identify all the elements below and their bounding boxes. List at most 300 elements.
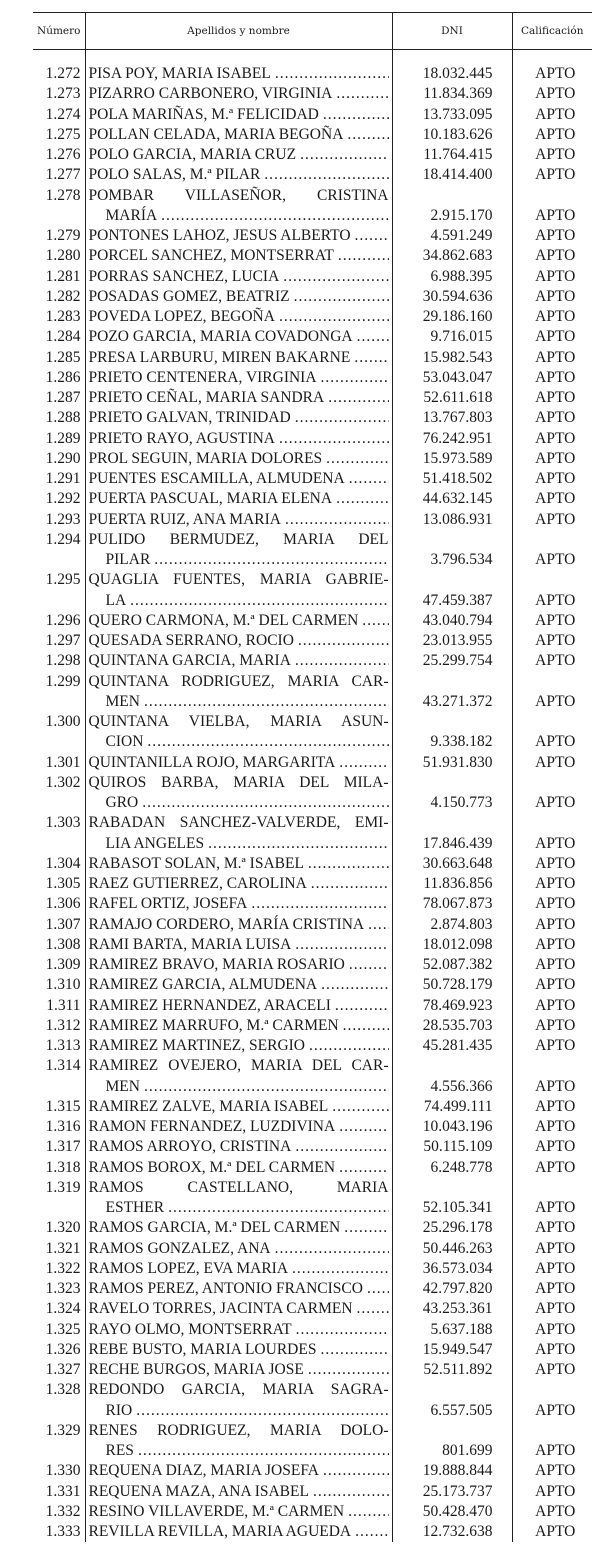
name-text: PRESA LARBURU, MIREN BAKARNE <box>88 348 351 366</box>
name-text: GRO <box>105 794 139 811</box>
table-row-continuation <box>33 793 592 813</box>
cell-numero: 1.279 <box>33 226 85 246</box>
name-line <box>89 267 389 287</box>
cell-nombre <box>85 1502 392 1522</box>
name-text: RAFEL ORTIZ, JOSEFA <box>88 895 248 913</box>
dot-leader <box>339 753 388 773</box>
name-text: RAMOS PEREZ, ANTONIO FRANCISCO <box>88 1280 363 1297</box>
name-text: POZO GARCIA, MARIA COVADONGA <box>88 328 353 346</box>
dot-leader <box>130 591 388 611</box>
cell-numero: 1.275 <box>33 125 85 145</box>
cell-dni: 76.242.951 <box>392 429 512 449</box>
cell-nombre <box>85 753 392 773</box>
cell-nombre <box>85 672 392 692</box>
cell-calificacion: APTO <box>535 915 576 933</box>
cell-nombre <box>85 894 392 914</box>
cell-calificacion: APTO <box>535 429 576 447</box>
name-text: PORRAS SANCHEZ, LUCIA <box>88 267 280 285</box>
cell-numero <box>33 1401 85 1421</box>
cell-calificacion: APTO <box>535 1037 576 1054</box>
cell-calificacion: APTO <box>535 1300 576 1318</box>
dot-leader <box>251 894 388 914</box>
cell-calificacion: APTO <box>535 1158 576 1176</box>
cell-numero: 1.274 <box>33 105 85 125</box>
dot-leader <box>208 834 388 854</box>
name-text: REDONDO GARCIA, MARIA SAGRA- <box>88 1381 389 1399</box>
table-row <box>33 1239 592 1259</box>
name-line <box>89 550 389 570</box>
name-line <box>89 692 389 712</box>
name-text: LIA ANGELES <box>105 834 205 852</box>
dot-leader <box>336 84 388 104</box>
name-text: REQUENA DIAZ, MARIA JOSEFA <box>88 1462 320 1480</box>
cell-calificacion: APTO <box>535 1320 576 1338</box>
cell-numero <box>33 793 85 813</box>
cell-numero: 1.316 <box>33 1117 85 1137</box>
cell-nombre <box>85 246 392 266</box>
name-line <box>89 915 389 935</box>
cell-numero: 1.295 <box>33 570 85 590</box>
name-text: POLLAN CELADA, MARIA BEGOÑA <box>88 125 344 143</box>
dot-leader <box>320 1340 388 1360</box>
cell-calificacion <box>512 1380 592 1400</box>
cell-calificacion: APTO <box>535 1482 576 1500</box>
name-line <box>89 1502 389 1522</box>
name-text: PULIDO BERMUDEZ, MARIA DEL <box>88 530 389 548</box>
cell-calificacion <box>512 530 592 550</box>
table-row <box>33 935 592 955</box>
cell-dni: 36.573.034 <box>392 1259 512 1279</box>
cell-dni: 78.469.923 <box>392 996 512 1016</box>
name-text: POSADAS GOMEZ, BEATRIZ <box>88 287 290 305</box>
cell-calificacion: APTO <box>535 348 576 366</box>
cell-calificacion: APTO <box>535 328 576 346</box>
cell-calificacion: APTO <box>535 1523 576 1540</box>
table-row <box>33 651 592 671</box>
dot-leader <box>321 368 389 388</box>
cell-nombre <box>85 1137 392 1157</box>
table-row <box>33 267 592 287</box>
cell-dni <box>392 1421 512 1441</box>
dot-leader <box>147 732 388 752</box>
name-text: QUAGLIA FUENTES, MARIA GABRIE- <box>88 571 389 589</box>
cell-calificacion: APTO <box>535 854 576 872</box>
dot-leader <box>323 1461 388 1481</box>
table-row <box>33 64 592 84</box>
cell-dni: 15.973.589 <box>392 449 512 469</box>
name-line <box>89 388 389 408</box>
cell-numero: 1.328 <box>33 1380 85 1400</box>
cell-nombre <box>85 105 392 125</box>
dot-leader <box>332 1097 388 1117</box>
table-row <box>33 429 592 449</box>
cell-dni <box>392 1178 512 1198</box>
name-line <box>89 1239 389 1259</box>
table-row <box>33 105 592 125</box>
cell-numero: 1.288 <box>33 408 85 428</box>
cell-numero <box>33 206 85 226</box>
cell-dni: 50.428.470 <box>392 1502 512 1522</box>
cell-dni <box>392 813 512 833</box>
cell-numero: 1.332 <box>33 1502 85 1522</box>
table-row-continuation <box>33 206 592 226</box>
table-row <box>33 246 592 266</box>
name-line <box>89 510 389 530</box>
cell-nombre <box>85 206 392 226</box>
cell-numero: 1.280 <box>33 246 85 266</box>
cell-calificacion: APTO <box>535 652 576 670</box>
dot-leader <box>300 145 388 165</box>
name-text: RESINO VILLAVERDE, M.ª CARMEN <box>88 1502 345 1520</box>
cell-dni: 52.105.341 <box>392 1198 512 1218</box>
cell-nombre <box>85 186 392 206</box>
cell-calificacion: APTO <box>535 206 576 224</box>
name-text: RABADAN SANCHEZ-VALVERDE, EMI- <box>88 814 389 832</box>
cell-dni: 801.699 <box>392 1441 512 1461</box>
dot-leader <box>144 1077 389 1097</box>
cell-nombre <box>85 1198 392 1218</box>
cell-dni: 43.040.794 <box>392 611 512 631</box>
name-line <box>89 449 389 469</box>
cell-dni: 5.637.188 <box>392 1320 512 1340</box>
cell-calificacion: APTO <box>535 247 576 265</box>
cell-dni: 9.716.015 <box>392 327 512 347</box>
table-row <box>33 1218 592 1238</box>
name-text: QUINTANA VIELBA, MARIA ASUN- <box>88 713 389 730</box>
name-text: QUESADA SERRANO, ROCIO <box>88 632 294 649</box>
cell-calificacion: APTO <box>535 1016 576 1034</box>
name-text: RAMIREZ ZALVE, MARIA ISABEL <box>88 1097 329 1115</box>
cell-dni: 11.764.415 <box>392 145 512 165</box>
cell-numero: 1.325 <box>33 1320 85 1340</box>
cell-calificacion: APTO <box>535 65 576 82</box>
table-row <box>33 1259 592 1279</box>
cell-nombre <box>85 449 392 469</box>
cell-calificacion <box>512 1421 592 1441</box>
cell-dni: 13.086.931 <box>392 510 512 530</box>
name-text: PROL SEGUIN, MARIA DOLORES <box>88 449 323 467</box>
cell-numero: 1.322 <box>33 1259 85 1279</box>
name-text: QUINTANA RODRIGUEZ, MARIA CAR- <box>88 672 389 690</box>
dot-leader <box>313 1482 389 1502</box>
name-text: REQUENA MAZA, ANA ISABEL <box>88 1482 309 1500</box>
cell-calificacion: APTO <box>535 692 576 710</box>
name-text: RAMOS CASTELLANO, MARIA <box>88 1178 389 1196</box>
results-sheet <box>33 12 592 1542</box>
dot-leader <box>168 1198 388 1218</box>
cell-numero: 1.281 <box>33 267 85 287</box>
cell-nombre <box>85 915 392 935</box>
cell-nombre <box>85 1360 392 1380</box>
cell-nombre <box>85 570 392 590</box>
name-line <box>89 125 389 145</box>
name-line <box>89 1320 389 1340</box>
name-line <box>89 793 389 813</box>
cell-nombre <box>85 348 392 368</box>
dot-leader <box>362 611 388 631</box>
cell-dni: 4.591.249 <box>392 226 512 246</box>
cell-dni: 52.511.892 <box>392 1360 512 1380</box>
cell-calificacion: APTO <box>535 166 576 184</box>
table-row <box>33 1360 592 1380</box>
cell-calificacion: APTO <box>535 470 576 487</box>
table-row <box>33 368 592 388</box>
table-row-continuation <box>33 1198 592 1218</box>
cell-dni <box>392 530 512 550</box>
dot-leader <box>355 1522 388 1542</box>
table-row <box>33 996 592 1016</box>
name-text: POLO GARCIA, MARIA CRUZ <box>88 146 297 163</box>
cell-nombre <box>85 1056 392 1076</box>
name-text: RABASOT SOLAN, M.ª ISABEL <box>88 854 304 872</box>
name-text: PORCEL SANCHEZ, MONTSERRAT <box>88 247 334 265</box>
cell-calificacion: APTO <box>535 368 576 386</box>
cell-dni: 47.459.387 <box>392 591 512 611</box>
cell-nombre <box>85 1259 392 1279</box>
cell-nombre <box>85 84 392 104</box>
cell-dni: 17.846.439 <box>392 834 512 854</box>
cell-calificacion: APTO <box>535 611 576 629</box>
cell-nombre <box>85 1461 392 1481</box>
table-row <box>33 1097 592 1117</box>
table-row <box>33 712 592 732</box>
name-text: QUIROS BARBA, MARIA DEL MILA- <box>88 773 389 791</box>
cell-calificacion: APTO <box>535 1219 576 1237</box>
dot-leader <box>144 692 389 712</box>
cell-nombre <box>85 469 392 489</box>
cell-calificacion: APTO <box>535 1340 576 1358</box>
name-line <box>89 105 389 125</box>
cell-nombre <box>85 64 392 84</box>
table-row <box>33 327 592 347</box>
cell-dni: 30.663.648 <box>392 854 512 874</box>
cell-dni: 19.888.844 <box>392 1461 512 1481</box>
dot-leader <box>367 1279 389 1299</box>
cell-calificacion: APTO <box>535 753 576 771</box>
cell-dni: 34.862.683 <box>392 246 512 266</box>
name-line <box>89 1137 389 1157</box>
dot-leader <box>283 267 388 287</box>
table-row <box>33 1036 592 1056</box>
cell-dni: 50.728.179 <box>392 975 512 995</box>
dot-leader <box>357 327 389 347</box>
cell-numero: 1.323 <box>33 1279 85 1299</box>
cell-nombre <box>85 1077 392 1097</box>
cell-numero: 1.292 <box>33 489 85 509</box>
cell-dni: 30.594.636 <box>392 287 512 307</box>
cell-numero <box>33 732 85 752</box>
cell-nombre <box>85 874 392 894</box>
name-text: RAMIREZ MARRUFO, M.ª CARMEN <box>88 1016 339 1034</box>
cell-calificacion: APTO <box>535 510 576 528</box>
cell-calificacion: APTO <box>535 1199 576 1216</box>
cell-calificacion: APTO <box>535 146 576 163</box>
cell-numero: 1.304 <box>33 854 85 874</box>
cell-nombre <box>85 1218 392 1238</box>
table-row <box>33 874 592 894</box>
dot-leader <box>279 429 389 449</box>
dot-leader <box>349 469 389 489</box>
cell-nombre <box>85 1482 392 1502</box>
cell-dni: 18.032.445 <box>392 64 512 84</box>
name-line <box>89 84 389 104</box>
name-text: REBE BUSTO, MARIA LOURDES <box>88 1340 317 1358</box>
table-row-continuation <box>33 591 592 611</box>
table-header <box>33 13 592 50</box>
cell-calificacion: APTO <box>535 996 576 1014</box>
name-line <box>89 246 389 266</box>
table-row <box>33 186 592 206</box>
name-text: PISA POY, MARIA ISABEL <box>88 65 271 82</box>
cell-numero: 1.273 <box>33 84 85 104</box>
name-text: RAMOS GONZALEZ, ANA <box>88 1239 271 1257</box>
cell-nombre <box>85 125 392 145</box>
cell-dni: 52.087.382 <box>392 955 512 975</box>
name-text: RES <box>105 1442 134 1459</box>
name-line <box>89 1482 389 1502</box>
name-text: PUENTES ESCAMILLA, ALMUDENA <box>88 470 345 487</box>
dot-leader <box>336 489 388 509</box>
table-row <box>33 348 592 368</box>
cell-numero: 1.309 <box>33 955 85 975</box>
dot-leader <box>368 915 388 935</box>
table-row <box>33 813 592 833</box>
table-row-continuation <box>33 1401 592 1421</box>
dot-leader <box>347 125 388 145</box>
spacer-row <box>33 50 592 65</box>
name-line <box>89 469 389 489</box>
name-text: RAMI BARTA, MARIA LUISA <box>88 935 292 953</box>
cell-nombre <box>85 1097 392 1117</box>
cell-nombre <box>85 489 392 509</box>
table-row <box>33 611 592 631</box>
cell-dni <box>392 773 512 793</box>
cell-dni <box>392 570 512 590</box>
cell-dni: 3.796.534 <box>392 550 512 570</box>
cell-calificacion: APTO <box>535 591 576 609</box>
name-text: POLA MARIÑAS, M.ª FELICIDAD <box>88 105 319 123</box>
table-row <box>33 449 592 469</box>
name-line <box>89 327 389 347</box>
table-row <box>33 408 592 428</box>
cell-numero <box>33 1198 85 1218</box>
table-row <box>33 955 592 975</box>
cell-calificacion <box>512 570 592 590</box>
cell-dni: 6.988.395 <box>392 267 512 287</box>
name-text: RAMIREZ HERNANDEZ, ARACELI <box>88 996 331 1014</box>
cell-numero: 1.313 <box>33 1036 85 1056</box>
cell-numero: 1.272 <box>33 64 85 84</box>
cell-dni: 18.012.098 <box>392 935 512 955</box>
table-row <box>33 226 592 246</box>
name-line <box>89 1259 389 1279</box>
cell-nombre <box>85 1158 392 1178</box>
cell-nombre <box>85 1522 392 1542</box>
cell-nombre <box>85 1380 392 1400</box>
table-row <box>33 1016 592 1036</box>
table-row-continuation <box>33 550 592 570</box>
cell-nombre <box>85 813 392 833</box>
name-line <box>89 611 389 631</box>
cell-calificacion: APTO <box>535 1077 576 1095</box>
name-text: PUERTA RUIZ, ANA MARIA <box>88 510 281 528</box>
name-text: RAMOS GARCIA, M.ª DEL CARMEN <box>88 1219 341 1237</box>
dot-leader <box>343 1016 389 1036</box>
cell-dni: 15.982.543 <box>392 348 512 368</box>
cell-numero: 1.333 <box>33 1522 85 1542</box>
name-line <box>89 753 389 773</box>
cell-nombre <box>85 327 392 347</box>
cell-calificacion: APTO <box>535 389 576 406</box>
cell-nombre <box>85 226 392 246</box>
table-row <box>33 854 592 874</box>
name-text: PRIETO CEÑAL, MARIA SANDRA <box>88 389 325 406</box>
name-line <box>89 165 389 185</box>
dot-leader <box>308 1360 389 1380</box>
table-row <box>33 1380 592 1400</box>
name-line <box>89 631 389 651</box>
name-text: MEN <box>105 692 140 710</box>
cell-numero: 1.329 <box>33 1421 85 1441</box>
table-row-continuation <box>33 732 592 752</box>
name-line <box>89 1036 389 1056</box>
dot-leader <box>349 955 389 975</box>
cell-dni: 52.611.618 <box>392 388 512 408</box>
cell-calificacion <box>512 672 592 692</box>
name-line <box>89 429 389 449</box>
table-row <box>33 1178 592 1198</box>
cell-numero: 1.287 <box>33 388 85 408</box>
cell-calificacion: APTO <box>535 125 576 143</box>
table-row <box>33 570 592 590</box>
cell-numero: 1.294 <box>33 530 85 550</box>
table-row <box>33 125 592 145</box>
cell-calificacion: APTO <box>535 1442 576 1459</box>
cell-nombre <box>85 1117 392 1137</box>
cell-nombre <box>85 996 392 1016</box>
name-text: RAMIREZ OVEJERO, MARIA DEL CAR- <box>88 1057 389 1075</box>
table-row <box>33 1117 592 1137</box>
table-row <box>33 672 592 692</box>
name-line <box>89 1401 389 1421</box>
dot-leader <box>335 996 389 1016</box>
cell-dni: 4.150.773 <box>392 793 512 813</box>
cell-calificacion: APTO <box>535 875 576 892</box>
name-line <box>89 1077 389 1097</box>
cell-calificacion: APTO <box>535 1097 576 1115</box>
table-row <box>33 1279 592 1299</box>
table-row-continuation <box>33 834 592 854</box>
cell-nombre <box>85 692 392 712</box>
table-row <box>33 165 592 185</box>
cell-dni: 51.931.830 <box>392 753 512 773</box>
table-row-continuation <box>33 692 592 712</box>
cell-numero: 1.319 <box>33 1178 85 1198</box>
cell-numero: 1.330 <box>33 1461 85 1481</box>
table-row <box>33 388 592 408</box>
name-line <box>89 854 389 874</box>
name-text: PONTONES LAHOZ, JESUS ALBERTO <box>88 227 351 244</box>
cell-numero: 1.277 <box>33 165 85 185</box>
table-row <box>33 1320 592 1340</box>
name-line <box>89 1461 389 1481</box>
dot-leader <box>309 1036 389 1056</box>
name-text: RAMOS ARROYO, CRISTINA <box>88 1138 292 1156</box>
dot-leader <box>357 1299 389 1319</box>
dot-leader <box>311 874 389 894</box>
cell-dni: 50.446.263 <box>392 1239 512 1259</box>
cell-numero: 1.291 <box>33 469 85 489</box>
